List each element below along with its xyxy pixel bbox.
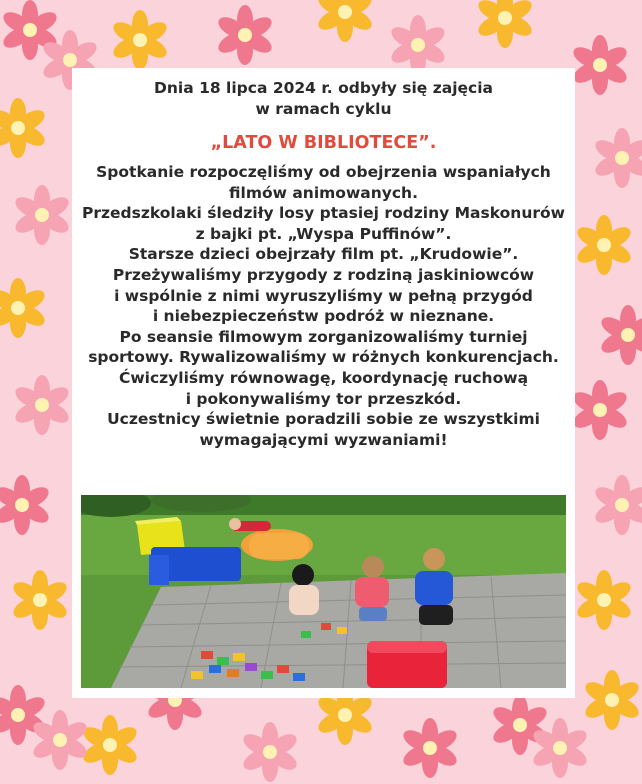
flower-icon bbox=[572, 568, 636, 632]
body-line: z bajki pt. „Wyspa Puffinów”. bbox=[195, 224, 452, 243]
flower-icon bbox=[10, 373, 74, 437]
body-line: i pokonywaliśmy tor przeszkód. bbox=[185, 389, 462, 408]
flower-icon bbox=[313, 0, 377, 44]
flower-icon bbox=[28, 708, 92, 772]
body-line: sportowy. Rywalizowaliśmy w różnych konkurencjach. bbox=[88, 348, 559, 367]
intro-line: w ramach cyklu bbox=[255, 100, 392, 118]
series-title: „LATO W BIBLIOTECE”. bbox=[210, 133, 437, 153]
flower-icon bbox=[108, 8, 172, 72]
body-line: Po seansie filmowym zorganizowaliśmy turniej bbox=[119, 327, 528, 346]
body-line: Uczestnicy świetnie poradzili sobie ze wszystkimi bbox=[107, 410, 540, 429]
flower-icon bbox=[0, 473, 54, 537]
flower-icon bbox=[596, 303, 642, 367]
intro-text bbox=[72, 78, 575, 120]
flower-icon bbox=[398, 716, 462, 780]
flower-icon bbox=[10, 183, 74, 247]
flower-icon bbox=[473, 0, 537, 50]
body-line: i wspólnie z nimi wyruszyliśmy w pełną przygód bbox=[114, 286, 533, 305]
flower-icon bbox=[528, 716, 592, 780]
flower-icon bbox=[568, 33, 632, 97]
body-line: Przedszkolaki śledziły losy ptasiej rodziny Maskonurów bbox=[82, 204, 565, 223]
flower-icon bbox=[0, 96, 50, 160]
body-line: filmów animowanych. bbox=[229, 183, 418, 202]
flower-icon bbox=[213, 3, 277, 67]
announcement-card bbox=[72, 68, 575, 698]
body-text bbox=[72, 162, 575, 450]
flower-icon bbox=[0, 276, 50, 340]
body-line: Ćwiczyliśmy równowagę, koordynację ruchową bbox=[118, 368, 529, 387]
intro-line: Dnia 18 lipca 2024 r. odbyły się zajęcia bbox=[154, 79, 493, 97]
photo-children-playing-outdoors-icon bbox=[81, 495, 566, 688]
body-line: i niebezpieczeństw podróż w nieznane. bbox=[152, 307, 495, 326]
flower-icon bbox=[590, 473, 642, 537]
body-line: Przeżywaliśmy przygody z rodziną jaskiniowców bbox=[112, 265, 535, 284]
event-photo bbox=[81, 495, 566, 688]
body-line: Spotkanie rozpoczęliśmy od obejrzenia wspaniałych bbox=[96, 163, 551, 181]
flower-icon bbox=[238, 720, 302, 784]
body-line: Starsze dzieci obejrzały film pt. „Krudowie”. bbox=[128, 245, 519, 264]
flower-icon bbox=[590, 126, 642, 190]
body-line: wymagającymi wyzwaniami! bbox=[199, 430, 448, 449]
announcement-text bbox=[72, 78, 575, 450]
flower-icon bbox=[8, 568, 72, 632]
flower-icon bbox=[568, 378, 632, 442]
flower-icon bbox=[572, 213, 636, 277]
